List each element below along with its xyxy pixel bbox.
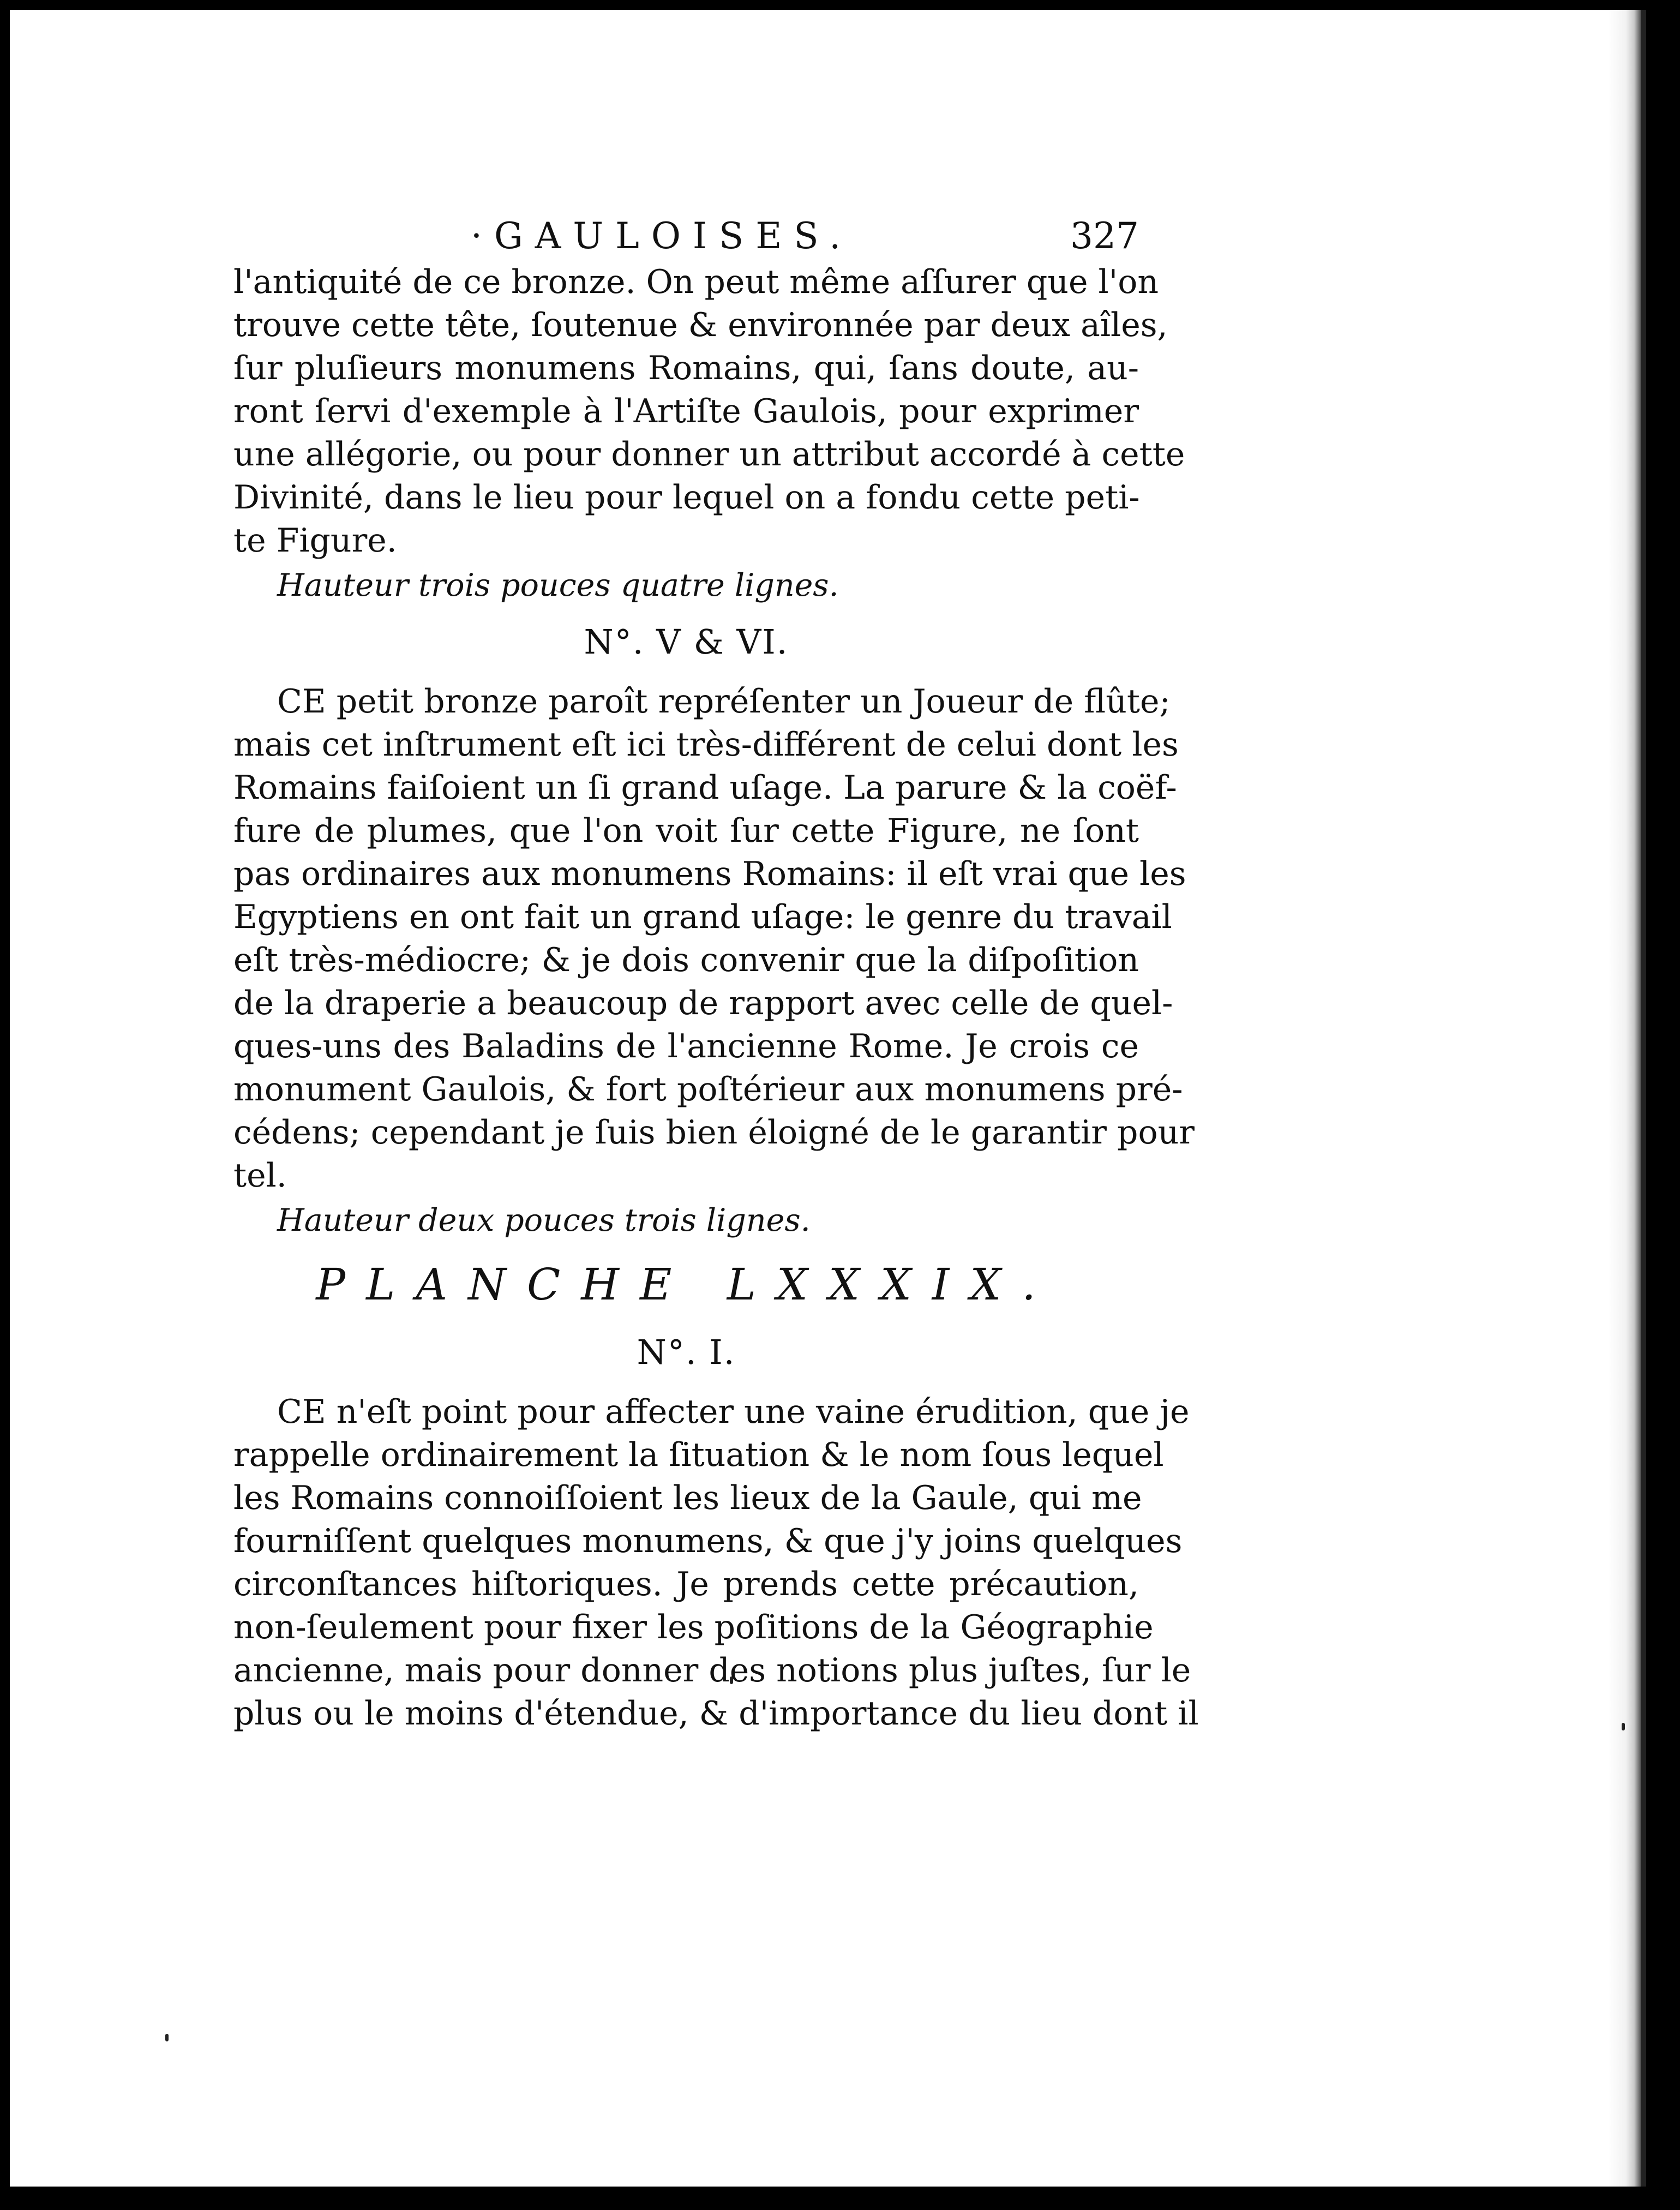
text-line: de la draperie a beaucoup de rapport avec celle de quel- [233,984,1173,1022]
section-heading: N°. V & VI. [584,622,789,662]
text-line: mais cet inſtrument eſt ici très-différent de celui dont les [233,726,1179,764]
text-line: les Romains connoiſſoient les lieux de la Gaule, qui me [233,1479,1142,1517]
text-line: rappelle ordinairement la ſituation & le nom ſous lequel [233,1436,1164,1474]
page-sheet [10,10,1646,2187]
height-measure: Hauteur deux pouces trois lignes. [277,1202,811,1238]
text-line: ques-uns des Baladins de l'ancienne Rome. Je crois ce [233,1027,1139,1065]
text-line: Divinité, dans le lieu pour lequel on a fondu cette peti- [233,478,1140,517]
text-line: ſur pluſieurs monumens Romains, qui, ſans doute, au- [233,349,1139,387]
text-line: cédens; cependant je ſuis bien éloigné de le garantir pour [233,1113,1195,1152]
text-line: plus ou le moins d'étendue, & d'importance du lieu dont il [233,1694,1199,1733]
text-line: non-ſeulement pour fixer les poſitions de la Géographie [233,1608,1154,1646]
text-line: pas ordinaires aux monumens Romains: il eſt vrai que les [233,855,1186,893]
text-line: une allégorie, ou pour donner un attribut accordé à cette [233,435,1185,474]
text-line: te Figure. [233,522,397,560]
section-heading: N°. I. [637,1332,736,1372]
ink-speck [165,2034,169,2041]
plate-heading: PLANCHE LXXXIX. [316,1259,1057,1310]
paragraph-continuation [233,261,1185,562]
page-number: 327 [1070,215,1139,257]
text-line: fourniſſent quelques monumens, & que j'y joins quelques [233,1522,1183,1560]
page-edge-shadow [1608,10,1641,2187]
text-line: monument Gaulois, & fort poſtérieur aux monumens pré- [233,1070,1183,1109]
text-line: ancienne, mais pour donner des notions plus juſtes, ſur le [233,1651,1191,1690]
text-line: ront ſervi d'exemple à l'Artiſte Gaulois, pour exprimer [233,392,1139,430]
text-line: CE n'eſt point pour affecter une vaine érudition, que je [277,1393,1190,1431]
text-line: l'antiquité de ce bronze. On peut même aſſurer que l'on [233,263,1159,301]
text-line: Egyptiens en ont fait un grand uſage: le genre du travail [233,898,1172,936]
text-line: eſt très-médiocre; & je dois convenir que la diſpoſition [233,941,1139,979]
text-line: circonſtances hiſtoriques. Je prends cette précaution, [233,1565,1139,1603]
text-line: fure de plumes, que l'on voit ſur cette Figure, ne ſont [233,812,1139,850]
paragraph [233,1391,1199,1735]
running-head [233,212,1139,261]
page-content [233,212,1199,1735]
height-measure: Hauteur trois pouces quatre lignes. [277,567,839,603]
text-line: CE petit bronze paroît repréſenter un Joueur de flûte; [277,682,1171,721]
running-title: ·GAULOISES. [471,215,853,257]
text-line: Romains faiſoient un ſi grand uſage. La parure & la coëf- [233,769,1177,807]
paragraph [233,680,1195,1197]
text-line: tel. [233,1157,287,1195]
text-line: trouve cette tête, ſoutenue & environnée par deux aîles, [233,306,1168,344]
ink-speck [1622,1723,1625,1730]
